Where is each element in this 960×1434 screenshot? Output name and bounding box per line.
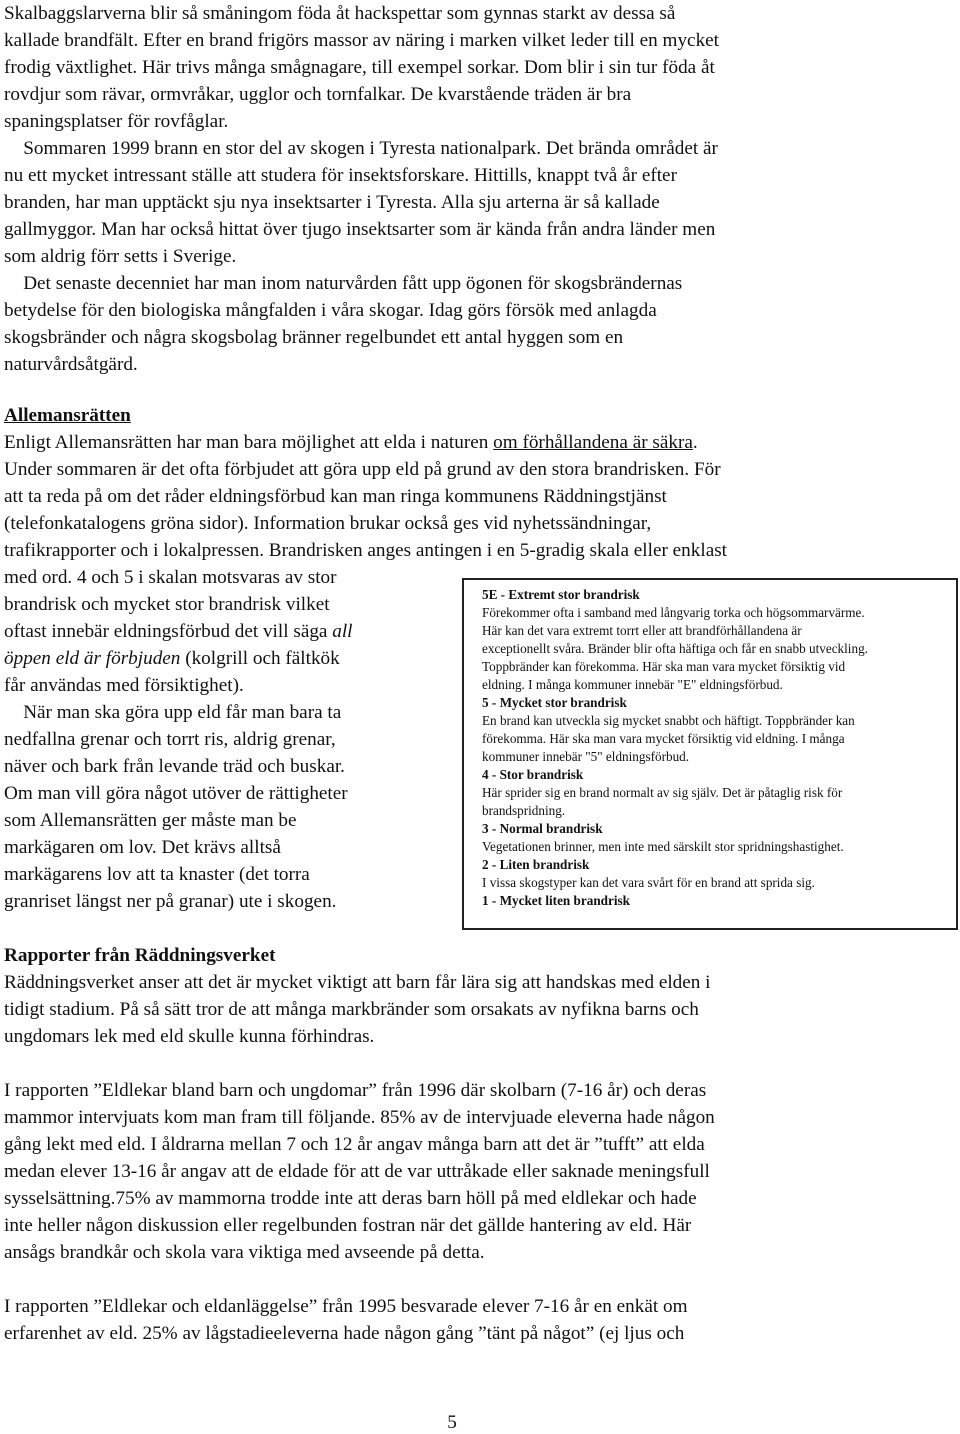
text-line: Det senaste decenniet har man inom naturvården fått upp ögonen för skogsbrändernas bbox=[4, 273, 683, 294]
text-line: Räddningsverket anser att det är mycket viktigt att barn får lära sig att handskas med elden i bbox=[4, 972, 711, 993]
text-line: ungdomars lek med eld skulle kunna förhindras. bbox=[4, 1026, 375, 1047]
text-line: skogsbränder och några skogsbolag bränner regelbundet ett antal hyggen som en bbox=[4, 327, 624, 348]
text-line: rovdjur som rävar, ormvråkar, ugglor och tornfalkar. De kvarstående träden är bra bbox=[4, 84, 632, 105]
text-line: medan elever 13-16 år angav att de eldade för att de var uttråkade eller saknade meningsfull bbox=[4, 1161, 710, 1182]
text-segment: . bbox=[692, 432, 698, 453]
text-line bbox=[4, 429, 727, 456]
risk-box-line: I vissa skogstyper kan det vara svårt för en brand att sprida sig. bbox=[482, 875, 815, 890]
risk-box-line: Förekommer ofta i samband med långvarig torka och högsommarvärme. bbox=[482, 605, 865, 620]
italic-segment: all bbox=[332, 621, 353, 642]
text-line: Om man vill göra något utöver de rättigheter bbox=[4, 783, 348, 804]
paragraph-gap bbox=[4, 1050, 715, 1077]
risk-box-line: 5E - Extremt stor brandrisk bbox=[482, 587, 640, 602]
text-line: näver och bark från levande träd och buskar. bbox=[4, 756, 345, 777]
text-line: med ord. 4 och 5 i skalan motsvaras av stor bbox=[4, 567, 337, 588]
text-segment: oftast innebär eldningsförbud det vill säga bbox=[4, 621, 333, 642]
rapporter-section bbox=[4, 942, 715, 1347]
text-segment: (kolgrill och fältkök bbox=[180, 648, 340, 669]
text-line: spaningsplatser för rovfåglar. bbox=[4, 111, 229, 132]
risk-box-line: 5 - Mycket stor brandrisk bbox=[482, 695, 627, 710]
text-line: som Allemansrätten ger måste man be bbox=[4, 810, 297, 831]
text-line: Under sommaren är det ofta förbjudet att göra upp eld på grund av den stora brandrisken. För bbox=[4, 459, 721, 480]
text-line: (telefonkatalogens gröna sidor). Information brukar också ges vid nyhetssändningar, bbox=[4, 513, 652, 534]
text-line: markägaren om lov. Det krävs alltså bbox=[4, 837, 281, 858]
text-line: kallade brandfält. Efter en brand frigörs massor av näring i marken vilket leder till en mycket bbox=[4, 30, 720, 51]
fire-risk-scale-box bbox=[462, 578, 958, 930]
text-line: inte heller någon diskussion eller regelbunden fostran när det gällde hantering av eld. Här bbox=[4, 1215, 692, 1236]
text-line: markägarens lov att ta knaster (det torra bbox=[4, 864, 310, 885]
text-line: trafikrapporter och i lokalpressen. Brandrisken anges antingen i en 5-gradig skala eller enklast bbox=[4, 540, 728, 561]
text-line: granriset längst ner på granar) ute i skogen. bbox=[4, 891, 337, 912]
risk-box-line: 3 - Normal brandrisk bbox=[482, 821, 603, 836]
text-line: nedfallna grenar och torrt ris, aldrig grenar, bbox=[4, 729, 336, 750]
paragraph-gap bbox=[4, 1266, 715, 1293]
rapporter-heading: Rapporter från Räddningsverket bbox=[4, 945, 276, 966]
risk-box-line: 1 - Mycket liten brandrisk bbox=[482, 893, 630, 908]
risk-box-line: exceptionellt svåra. Bränder blir ofta häftiga och får en snabb utveckling. bbox=[482, 641, 868, 656]
text-line: I rapporten ”Eldlekar och eldanläggelse” från 1995 besvarade elever 7-16 år en enkät om bbox=[4, 1296, 688, 1317]
text-line: tidigt stadium. På så sätt tror de att många markbränder som orsakats av nyfikna barns och bbox=[4, 999, 699, 1020]
text-line: som aldrig förr setts i Sverige. bbox=[4, 246, 237, 267]
allemansratten-heading: Allemansrätten bbox=[4, 405, 131, 426]
text-line: branden, har man upptäckt sju nya insektsarter i Tyresta. Alla sju arterna är så kallade bbox=[4, 192, 660, 213]
text-line: frodig växtlighet. Här trivs många smågnagare, till exempel sorkar. Dom blir i sin tur föda åt bbox=[4, 57, 715, 78]
text-line: ansågs brandkår och skola vara viktiga med avseende på detta. bbox=[4, 1242, 485, 1263]
risk-box-line: Här kan det vara extremt torrt eller att brandförhållandena är bbox=[482, 623, 802, 638]
risk-box-line: Här sprider sig en brand normalt av sig själv. Det är påtaglig risk för bbox=[482, 785, 843, 800]
text-line: erfarenhet av eld. 25% av lågstadieeleverna hade någon gång ”tänt på något” (ej ljus och bbox=[4, 1323, 685, 1344]
page-number: 5 bbox=[447, 1412, 457, 1433]
risk-box-line: Toppbränder kan förekomma. Här ska man vara mycket försiktig vid bbox=[482, 659, 846, 674]
risk-box-line: Vegetationen brinner, men inte med särskilt stor spridningshastighet. bbox=[482, 839, 844, 854]
text-line: får användas med försiktighet). bbox=[4, 675, 244, 696]
text-line: nu ett mycket intressant ställe att studera för insektsforskare. Hittills, knappt två år efter bbox=[4, 165, 677, 186]
risk-box-line: 2 - Liten brandrisk bbox=[482, 857, 590, 872]
risk-box-line: En brand kan utveckla sig mycket snabbt och häftigt. Toppbränder kan bbox=[482, 713, 855, 728]
italic-segment: öppen eld är förbjuden bbox=[4, 648, 181, 669]
risk-box-line: eldning. I många kommuner innebär "E" eldningsförbud. bbox=[482, 677, 783, 692]
text-line: att ta reda på om det råder eldningsförbud kan man ringa kommunens Räddningstjänst bbox=[4, 486, 667, 507]
risk-box-line: 4 - Stor brandrisk bbox=[482, 767, 584, 782]
text-line: I rapporten ”Eldlekar bland barn och ungdomar” från 1996 där skolbarn (7-16 år) och deras bbox=[4, 1080, 707, 1101]
safety-conditions-link[interactable]: om förhållandena är säkra bbox=[493, 432, 693, 453]
text-line: gallmyggor. Man har också hittat över tjugo insektsarter som är kända från andra länder men bbox=[4, 219, 716, 240]
text-line: sysselsättning.75% av mammorna trodde inte att deras barn höll på med eldlekar och hade bbox=[4, 1188, 697, 1209]
text-line: naturvårdsåtgärd. bbox=[4, 354, 138, 375]
text-line: Sommaren 1999 brann en stor del av skogen i Tyresta nationalpark. Det brända området är bbox=[4, 138, 718, 159]
risk-box-line: brandspridning. bbox=[482, 803, 566, 818]
text-line: mammor intervjuats kom man fram till följande. 85% av de intervjuade eleverna hade någon bbox=[4, 1107, 715, 1128]
text-line: brandrisk och mycket stor brandrisk vilket bbox=[4, 594, 330, 615]
risk-box-line: förekomma. Här ska man vara mycket försiktig vid eldning. I många bbox=[482, 731, 845, 746]
text-line: betydelse för den biologiska mångfalden i våra skogar. Idag görs försök med anlagda bbox=[4, 300, 657, 321]
text-segment: Enligt Allemansrätten har man bara möjlighet att elda i naturen bbox=[4, 432, 494, 453]
text-line: Skalbaggslarverna blir så småningom föda åt hackspettar som gynnas starkt av dessa så bbox=[4, 3, 676, 24]
text-line: När man ska göra upp eld får man bara ta bbox=[4, 702, 342, 723]
text-line: gång lekt med eld. I åldrarna mellan 7 och 12 år angav många barn att det är ”tufft” att elda bbox=[4, 1134, 705, 1155]
intro-paragraphs bbox=[4, 0, 719, 378]
risk-box-line: kommuner innebär "5" eldningsförbud. bbox=[482, 749, 690, 764]
